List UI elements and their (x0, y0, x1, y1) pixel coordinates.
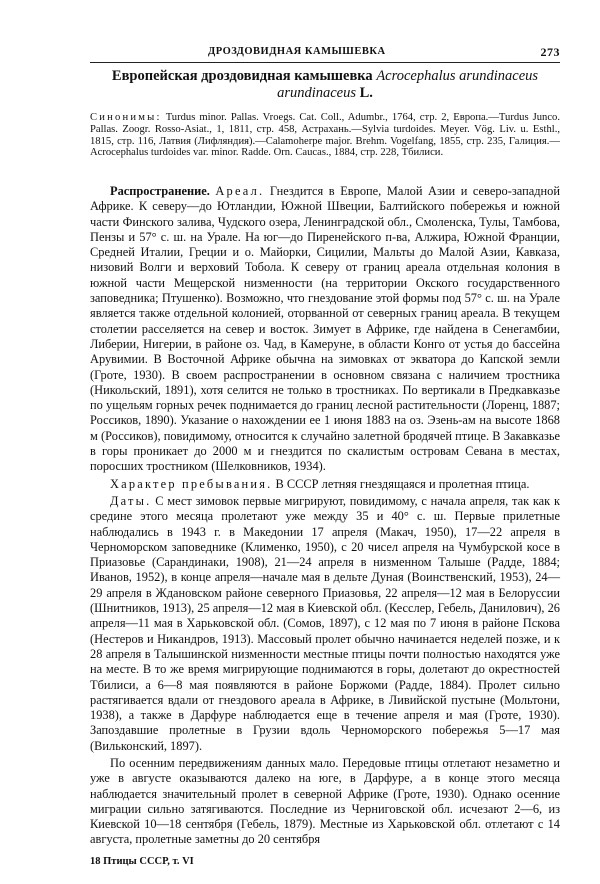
autumn-text: По осенним передвижениям данных мало. Передовые птицы отлетают незаметно и уже в августе оказываются далеко на юге, в Дарфуре, а в конце этого месяца наблюдается значительный пролет в северной Африке (Гроте, 1930). Однако осенние миграции сильно затягиваются. Последние из Черниговской обл. исчезают 2—6, из Киевской 10—18 сентября (Гебель, 1879). Местные из Харьковской обл. отлетают с 14 августа, пролетные заметны до 20 сентября (90, 755, 560, 847)
autumn-paragraph (90, 756, 560, 848)
synonyms-label: Синонимы: (90, 112, 162, 123)
dates-label: Даты. (110, 493, 152, 508)
running-head (90, 44, 560, 60)
page-number: 273 (540, 45, 560, 59)
areal-label: Ареал. (215, 184, 265, 198)
header-rule (90, 62, 560, 63)
title-latin: Acrocephalus arundinaceus arundinaceus (277, 68, 539, 101)
distribution-paragraph (90, 184, 560, 475)
dates-text: С мест зимовок первые мигрируют, повидимому, с начала апреля, так как к средине этого месяца пролетают уже между 35 и 40° с. ш. Первые прилетные наблюдались в 1943 г. в Македонии 17 апреля (Макач, 1950), 17—22 апреля в Черноморском заповеднике (Клименко, 1950), с 20 чисел апреля на Чумбурской косе в Приазовье (Сарандинаки, 1908), 21—24 апреля в низменном Талыше (Радде, 1884; Иванов, 1952), в конце апреля—начале мая в дельте Дуная (Воинственский, 1953), 24—29 апреля в Ждановском районе северного Приазовья, 22 апреля—12 мая в Белоруссии (Шнитников, 1913), 25 апреля—12 мая в Киевской обл. (Кесслер, Гебель, Данилович), 26 апреля—11 мая в Харьковской обл. (Сомов, 1897), с 12 мая по 7 июня в районе Пскова (Нестеров и Никандров, 1913). Массовый пролет обычно начинается неделей позже, и к 28 апреля в Талышинской низменности местные птицы почти полностью находятся уже на месте. В то же время мигрирующие поднимаются в горы, долетают до окрестностей Тбилиси, а 6—8 мая появляются в районе Боржоми (Радде, 1884). Пролет сильно растягивается вдали от гнездового ареала в Африке, в Ливийской пустыне (Мольтони, 1938), а также в Дарфуре наблюдается еще в течение апреля и мая (Гроте, 1930). Запоздавшие пролетные в Грузии вдоль Черноморского побережья 5—17 мая (Вильконский, 1897). (90, 493, 560, 753)
article-title (90, 68, 560, 102)
areal-text: Гнездится в Европе, Малой Азии и северо-западной Африке. К северу—до Ютландии, Южной Швеции, Балтийского побережья и южной части Финского залива, Чудского озера, Ленинградской обл., Смоленска, Тулы, Тамбова, Пензы и 57° с. ш. на Урале. На юг—до Пиренейского п-ва, Алжира, Южной Франции, Средней Италии, Греции и о. Майорки, Сицилии, Мальты до Малой Азии, Кавказа, низовий Волги и верховий Тобола. К северу от границ ареала отдельная колония в южной части Мещерской низменности (на территории Окского государственного заповедника; Птушенко). Возможно, что гнездование этой формы под 57° с. ш. на Урале является также отдельной колонией, оторванной от северных границ ареала. В текущем столетии расселяется на север и восток. Зимует в Африке, где найдена в Сенегамбии, Либерии, Нигерии, в районе оз. Чад, в Камеруне, в области Конго от устья до бассейна Арувимии. В Восточной Африке обычна на зимовках от экватора до Капской земли (Гроте, 1930). В своем распространении в основном связана с наличием тростника (Никольский, 1891), хотя селится не только в тростниках. По вертикали в Предкавказье по ущельям горных речек поднимается до границ лесной растительности (Лоренц, 1887; Россиков, 1890). Указание о нахождении ее 1 июня 1883 на оз. Эзень-ам на высоте 1868 м (Россиков), повидимому, относится к случайно залетной бродячей птице. В Закавказье в горы проникает до 2000 м и гнездится по скалистым островам Севана в местах, поросших тростником (Шелковников, 1934). (90, 184, 560, 474)
article-body (90, 184, 560, 850)
footer-signature: 18 Птицы СССР, т. VI (90, 856, 194, 867)
title-author: L. (359, 85, 373, 101)
synonyms-text: Turdus minor. Pallas. Vroegs. Cat. Coll., Adumbr., 1764, стр. 2, Европа.—Turdus Junco. Pallas. Zoogr. Rosso-Asiat., 1, 1811, стр. 458, Астрахань.—Sylvia turdoides. Meyer. Vög. Liv. u. Esthl., 1815, стр. 116, Латвия (Лифляндия).—Calamoherpe major. Brehm. Vogelfang, 1855, стр. 235, Галиция.—Acrocephalus turdoides var. minor. Radde. Orn. Caucas., 1884, стр. 228, Тбилиси. (90, 112, 560, 159)
title-russian: Европейская дроздовидная камышевка (111, 68, 373, 84)
character-label: Характер пребывания. (110, 476, 273, 491)
running-head-title: ДРОЗДОВИДНАЯ КАМЫШЕВКА (208, 46, 386, 57)
dates-paragraph (90, 494, 560, 754)
character-text: В СССР летняя гнездящаяся и пролетная птица. (275, 476, 530, 491)
character-paragraph (90, 477, 560, 492)
distribution-heading: Распространение. (110, 184, 210, 198)
synonyms-block (90, 112, 560, 159)
